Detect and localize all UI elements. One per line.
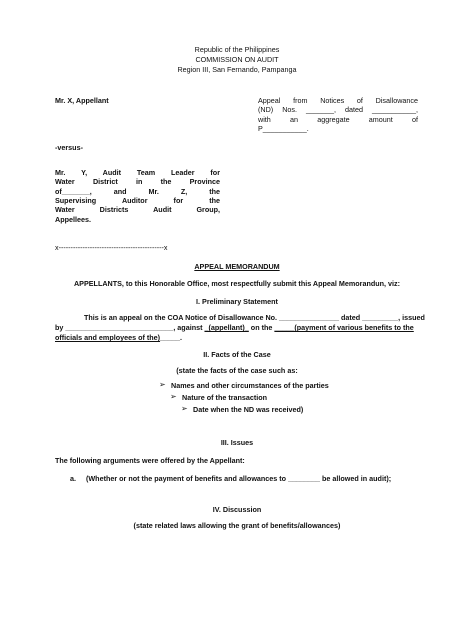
appellees-line-6: Appellees. xyxy=(55,214,91,224)
section-1-payment: _____(payment of various benefits to the xyxy=(274,323,414,332)
caption-separator: x--------------------------------------------x xyxy=(55,243,168,252)
section-3-heading: III. Issues xyxy=(220,438,254,447)
section-3-item-label: a. xyxy=(70,474,76,483)
section-1-officials: officials and employees of the) xyxy=(55,333,161,342)
bullet-text: Date when the ND was received) xyxy=(193,405,304,414)
appellees-block xyxy=(55,168,220,224)
appellees-line-5: Water Districts Audit Group, xyxy=(55,205,220,215)
section-1-line-2-c: on the xyxy=(248,323,275,332)
section-4-instruction: (state related laws allowing the grant of benefits/allowances) xyxy=(133,521,341,530)
bullet-text: Names and other circumstances of the parties xyxy=(171,381,329,390)
section-2-heading: II. Facts of the Case xyxy=(203,350,271,359)
section-1-line-3 xyxy=(55,333,182,342)
section-3-item-text: (Whether or not the payment of benefits and allowances to ________ be allowed in audit); xyxy=(86,474,392,483)
section-2-instruction: (state the facts of the case such as: xyxy=(176,366,298,375)
header-republic: Republic of the Philippines xyxy=(194,45,280,54)
memo-intro: APPELLANTS, to this Honorable Office, most respectfully submit this Appeal Memorandun, viz: xyxy=(73,279,400,288)
section-1-line-3-b: _____. xyxy=(160,333,183,342)
appeal-description xyxy=(258,96,418,133)
section-1-line-2-a: by ___________________________, against xyxy=(55,323,205,332)
section-1-heading: I. Preliminary Statement xyxy=(196,297,278,306)
section-1-appellant: _(appellant)_ xyxy=(204,323,249,332)
arrow-bullet-icon: ➢ xyxy=(170,392,177,401)
section-3-intro: The following arguments were offered by the Appellant: xyxy=(55,456,245,465)
appeal-line-4: P___________. xyxy=(258,124,309,134)
memo-title: APPEAL MEMORANDUM xyxy=(194,262,280,271)
appellant-name: Mr. X, Appellant xyxy=(55,96,109,105)
section-1-line-1: This is an appeal on the COA Notice of Disallowance No. _______________ dated _________, issued xyxy=(84,313,425,322)
appellees-line-3: of_______, and Mr. Z, the xyxy=(55,186,220,196)
appellees-line-4: Supervising Auditor for the xyxy=(55,196,220,206)
appeal-line-1: Appeal from Notices of Disallowance xyxy=(258,96,418,105)
appeal-line-2: (ND) Nos. _______, dated ___________, xyxy=(258,105,418,115)
appellees-line-2: Water District in the Province xyxy=(55,177,220,187)
section-4-heading: IV. Discussion xyxy=(212,505,262,514)
arrow-bullet-icon: ➢ xyxy=(159,380,166,389)
arrow-bullet-icon: ➢ xyxy=(181,404,188,413)
appeal-line-3: with an aggregate amount of xyxy=(258,114,418,124)
bullet-text: Nature of the transaction xyxy=(182,393,268,402)
header-region: Region III, San Fernando, Pampanga xyxy=(177,65,297,74)
header-commission: COMMISSION ON AUDIT xyxy=(195,55,279,64)
appellees-line-1: Mr. Y, Audit Team Leader for xyxy=(55,168,220,177)
versus-label: -versus- xyxy=(55,143,83,152)
section-1-line-2 xyxy=(55,323,414,332)
